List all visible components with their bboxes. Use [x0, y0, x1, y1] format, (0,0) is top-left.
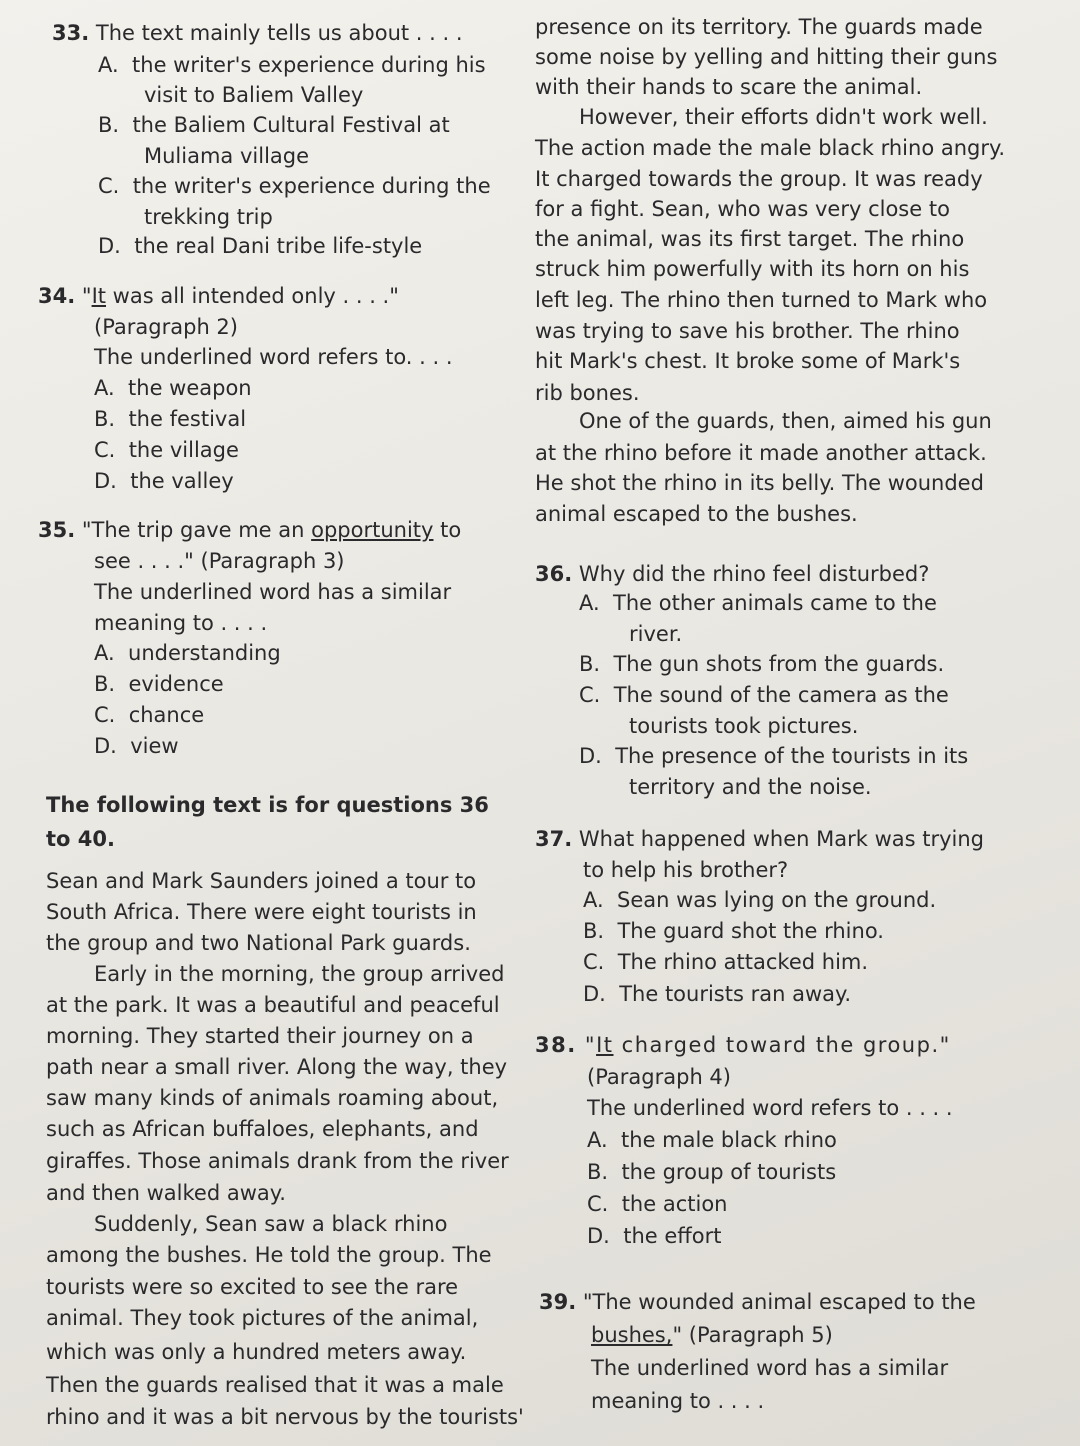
section-heading-cont: to 40. — [46, 827, 115, 851]
q33-option-a-cont: visit to Baliem Valley — [144, 83, 364, 107]
question-39-stem: 39. "The wounded animal escaped to the — [539, 1290, 976, 1314]
passage-line: path near a small river. Along the way, they — [46, 1055, 508, 1079]
q36-option-a: A. The other animals came to the — [579, 591, 937, 615]
passage-line: Early in the morning, the group arrived — [94, 962, 505, 986]
underlined-word: It — [596, 1033, 614, 1057]
q35-stem-cont: see . . . ." (Paragraph 3) — [94, 549, 345, 573]
q37-option-a: A. Sean was lying on the ground. — [583, 888, 937, 912]
passage-line: animal escaped to the bushes. — [535, 502, 858, 526]
q35-option-b: B. evidence — [94, 672, 224, 696]
passage-line: presence on its territory. The guards made — [535, 15, 983, 39]
q37-option-c: C. The rhino attacked him. — [583, 950, 869, 974]
passage-line: which was only a hundred meters away. — [46, 1340, 467, 1364]
passage-line: struck him powerfully with its horn on his — [535, 257, 970, 281]
question-35-stem: 35. "The trip gave me an opportunity to — [38, 518, 462, 542]
q35-option-a: A. understanding — [94, 641, 281, 665]
q38-instruction: The underlined word refers to . . . . — [587, 1096, 953, 1120]
passage-line: Sean and Mark Saunders joined a tour to — [46, 869, 477, 893]
passage-line: Then the guards realised that it was a male — [46, 1373, 504, 1397]
q34-option-a: A. the weapon — [94, 376, 252, 400]
question-38-stem: 38. "It charged toward the group." — [535, 1033, 951, 1057]
passage-line: the animal, was its first target. The rhino — [535, 227, 965, 251]
q34-paragraph-ref: (Paragraph 2) — [94, 315, 238, 339]
q35-instruction-cont: meaning to . . . . — [94, 611, 268, 635]
q39-instruction: The underlined word has a similar — [591, 1356, 949, 1380]
underlined-word: opportunity — [311, 518, 434, 542]
underlined-word: bushes, — [591, 1323, 673, 1347]
passage-line: morning. They started their journey on a — [46, 1024, 474, 1048]
passage-line: One of the guards, then, aimed his gun — [579, 409, 992, 433]
q34-option-b: B. the festival — [94, 407, 247, 431]
passage-line: and then walked away. — [46, 1181, 286, 1205]
passage-line: Suddenly, Sean saw a black rhino — [94, 1212, 448, 1236]
passage-line: left leg. The rhino then turned to Mark who — [535, 288, 988, 312]
q38-option-d: D. the effort — [587, 1224, 722, 1248]
q33-option-c: C. the writer's experience during the — [98, 174, 491, 198]
q39-instruction-cont: meaning to . . . . — [591, 1389, 765, 1413]
q35-option-d: D. view — [94, 734, 179, 758]
q35-instruction: The underlined word has a similar — [94, 580, 452, 604]
q36-option-a-cont: river. — [629, 622, 683, 646]
underlined-word: It — [91, 284, 106, 308]
passage-line: tourists were so excited to see the rare — [46, 1275, 459, 1299]
passage-line: the group and two National Park guards. — [46, 931, 471, 955]
q34-instruction: The underlined word refers to. . . . — [94, 345, 453, 369]
q38-option-c: C. the action — [587, 1192, 728, 1216]
q38-option-a: A. the male black rhino — [587, 1128, 837, 1152]
q37-stem-cont: to help his brother? — [583, 858, 789, 882]
question-34-stem: 34. "It was all intended only . . . ." — [38, 284, 399, 308]
q39-stem-cont: bushes," (Paragraph 5) — [591, 1323, 833, 1347]
q33-option-c-cont: trekking trip — [144, 205, 273, 229]
q38-paragraph-ref: (Paragraph 4) — [587, 1065, 731, 1089]
passage-line: was trying to save his brother. The rhino — [535, 319, 960, 343]
q33-option-d: D. the real Dani tribe life-style — [98, 234, 423, 258]
q34-option-d: D. the valley — [94, 469, 234, 493]
q38-option-b: B. the group of tourists — [587, 1160, 837, 1184]
passage-line: South Africa. There were eight tourists in — [46, 900, 477, 924]
q36-option-c-cont: tourists took pictures. — [629, 714, 859, 738]
q36-option-d: D. The presence of the tourists in its — [579, 744, 969, 768]
q36-option-b: B. The gun shots from the guards. — [579, 652, 945, 676]
question-36-stem: 36. Why did the rhino feel disturbed? — [535, 562, 930, 586]
question-33-stem: 33. The text mainly tells us about . . . . — [52, 21, 463, 45]
section-heading: The following text is for questions 36 — [46, 793, 489, 817]
q33-option-a: A. the writer's experience during his — [98, 53, 486, 77]
passage-line: such as African buffaloes, elephants, and — [46, 1117, 479, 1141]
passage-line: saw many kinds of animals roaming about, — [46, 1086, 499, 1110]
passage-line: rhino and it was a bit nervous by the tourists' — [46, 1405, 524, 1429]
q36-option-c: C. The sound of the camera as the — [579, 683, 949, 707]
q37-option-b: B. The guard shot the rhino. — [583, 919, 884, 943]
passage-line: rib bones. — [535, 381, 640, 405]
passage-line: at the park. It was a beautiful and peaceful — [46, 993, 500, 1017]
passage-line: However, their efforts didn't work well. — [579, 105, 988, 129]
passage-line: hit Mark's chest. It broke some of Mark's — [535, 349, 961, 373]
question-37-stem: 37. What happened when Mark was trying — [535, 827, 985, 851]
passage-line: animal. They took pictures of the animal, — [46, 1306, 479, 1330]
passage-line: It charged towards the group. It was ready — [535, 167, 983, 191]
passage-line: giraffes. Those animals drank from the river — [46, 1149, 509, 1173]
passage-line: at the rhino before it made another attack. — [535, 441, 987, 465]
passage-line: He shot the rhino in its belly. The wounded — [535, 471, 984, 495]
passage-line: some noise by yelling and hitting their guns — [535, 45, 998, 69]
passage-line: for a fight. Sean, who was very close to — [535, 197, 950, 221]
q36-option-d-cont: territory and the noise. — [629, 775, 872, 799]
q37-option-d: D. The tourists ran away. — [583, 982, 852, 1006]
passage-line: with their hands to scare the animal. — [535, 75, 923, 99]
q35-option-c: C. chance — [94, 703, 205, 727]
q34-option-c: C. the village — [94, 438, 239, 462]
q33-option-b-cont: Muliama village — [144, 144, 310, 168]
passage-line: The action made the male black rhino angry. — [535, 136, 1006, 160]
passage-line: among the bushes. He told the group. The — [46, 1243, 492, 1267]
q33-option-b: B. the Baliem Cultural Festival at — [98, 113, 450, 137]
